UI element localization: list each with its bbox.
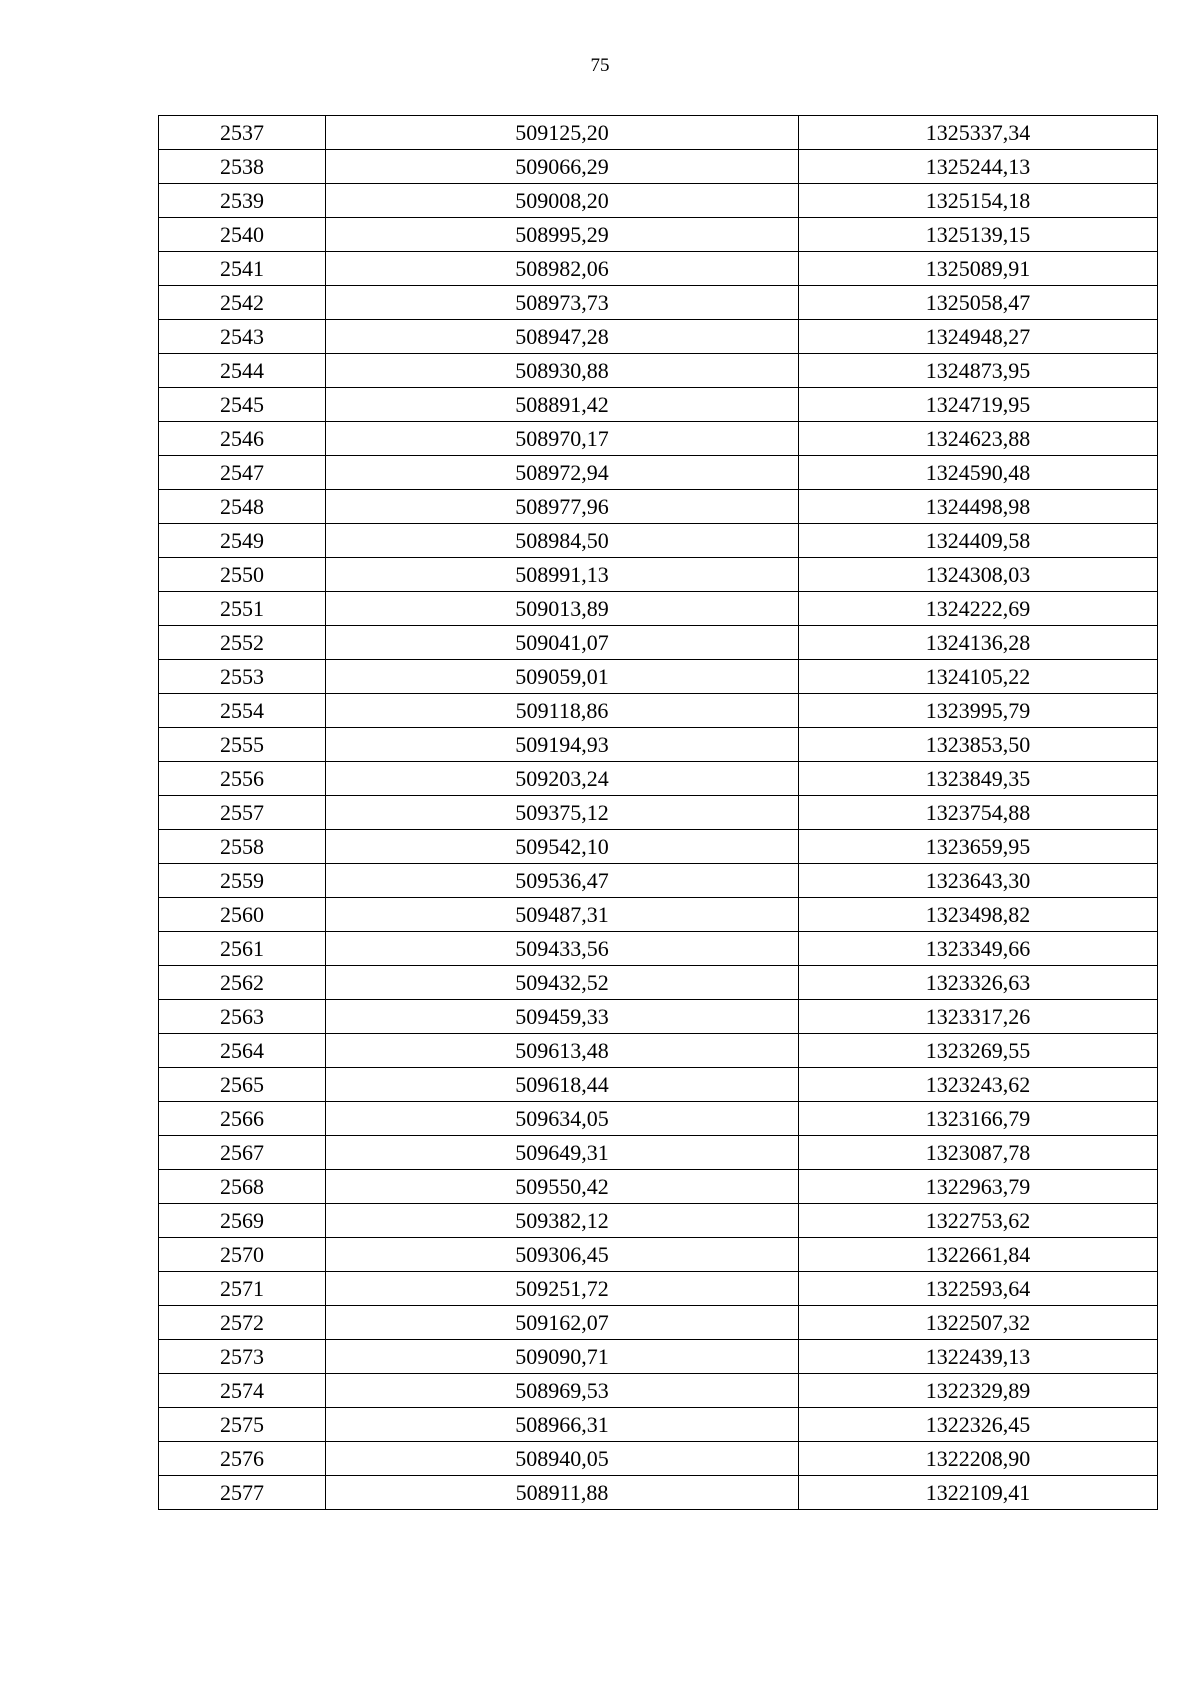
y-coordinate-cell: 1324498,98 <box>799 490 1158 524</box>
point-number-cell: 2552 <box>159 626 326 660</box>
y-coordinate-cell: 1323853,50 <box>799 728 1158 762</box>
y-coordinate-cell: 1323326,63 <box>799 966 1158 1000</box>
y-coordinate-cell: 1324719,95 <box>799 388 1158 422</box>
y-coordinate-cell: 1322963,79 <box>799 1170 1158 1204</box>
point-number-cell: 2564 <box>159 1034 326 1068</box>
x-coordinate-cell: 509634,05 <box>326 1102 799 1136</box>
x-coordinate-cell: 509550,42 <box>326 1170 799 1204</box>
y-coordinate-cell: 1325089,91 <box>799 252 1158 286</box>
y-coordinate-cell: 1323349,66 <box>799 932 1158 966</box>
y-coordinate-cell: 1324873,95 <box>799 354 1158 388</box>
table-row <box>159 1000 1158 1034</box>
y-coordinate-cell: 1322753,62 <box>799 1204 1158 1238</box>
table-row <box>159 966 1158 1000</box>
table-row <box>159 218 1158 252</box>
point-number-cell: 2571 <box>159 1272 326 1306</box>
y-coordinate-cell: 1322326,45 <box>799 1408 1158 1442</box>
point-number-cell: 2542 <box>159 286 326 320</box>
table-row <box>159 524 1158 558</box>
point-number-cell: 2574 <box>159 1374 326 1408</box>
point-number-cell: 2541 <box>159 252 326 286</box>
table-row <box>159 320 1158 354</box>
point-number-cell: 2567 <box>159 1136 326 1170</box>
x-coordinate-cell: 508972,94 <box>326 456 799 490</box>
y-coordinate-cell: 1322439,13 <box>799 1340 1158 1374</box>
y-coordinate-cell: 1322109,41 <box>799 1476 1158 1510</box>
y-coordinate-cell: 1323087,78 <box>799 1136 1158 1170</box>
x-coordinate-cell: 508969,53 <box>326 1374 799 1408</box>
x-coordinate-cell: 509649,31 <box>326 1136 799 1170</box>
table-row <box>159 830 1158 864</box>
table-row <box>159 1408 1158 1442</box>
y-coordinate-cell: 1325139,15 <box>799 218 1158 252</box>
x-coordinate-cell: 509059,01 <box>326 660 799 694</box>
table-row <box>159 1306 1158 1340</box>
point-number-cell: 2572 <box>159 1306 326 1340</box>
x-coordinate-cell: 508995,29 <box>326 218 799 252</box>
point-number-cell: 2560 <box>159 898 326 932</box>
point-number-cell: 2576 <box>159 1442 326 1476</box>
x-coordinate-cell: 508982,06 <box>326 252 799 286</box>
table-row <box>159 898 1158 932</box>
point-number-cell: 2545 <box>159 388 326 422</box>
table-row <box>159 932 1158 966</box>
table-row <box>159 1068 1158 1102</box>
table-row <box>159 150 1158 184</box>
table-row <box>159 286 1158 320</box>
y-coordinate-cell: 1323995,79 <box>799 694 1158 728</box>
table-row <box>159 694 1158 728</box>
table-row <box>159 864 1158 898</box>
coordinates-table-body <box>159 116 1158 1510</box>
table-row <box>159 626 1158 660</box>
y-coordinate-cell: 1322507,32 <box>799 1306 1158 1340</box>
point-number-cell: 2577 <box>159 1476 326 1510</box>
table-row <box>159 1034 1158 1068</box>
x-coordinate-cell: 509613,48 <box>326 1034 799 1068</box>
x-coordinate-cell: 509162,07 <box>326 1306 799 1340</box>
point-number-cell: 2563 <box>159 1000 326 1034</box>
y-coordinate-cell: 1324136,28 <box>799 626 1158 660</box>
point-number-cell: 2544 <box>159 354 326 388</box>
table-row <box>159 1102 1158 1136</box>
table-row <box>159 422 1158 456</box>
table-row <box>159 660 1158 694</box>
table-row <box>159 354 1158 388</box>
table-row <box>159 1374 1158 1408</box>
x-coordinate-cell: 508911,88 <box>326 1476 799 1510</box>
table-row <box>159 388 1158 422</box>
point-number-cell: 2548 <box>159 490 326 524</box>
y-coordinate-cell: 1323849,35 <box>799 762 1158 796</box>
point-number-cell: 2562 <box>159 966 326 1000</box>
table-row <box>159 592 1158 626</box>
y-coordinate-cell: 1325337,34 <box>799 116 1158 150</box>
table-row <box>159 1170 1158 1204</box>
table-row <box>159 456 1158 490</box>
point-number-cell: 2565 <box>159 1068 326 1102</box>
point-number-cell: 2543 <box>159 320 326 354</box>
x-coordinate-cell: 508991,13 <box>326 558 799 592</box>
x-coordinate-cell: 509536,47 <box>326 864 799 898</box>
table-row <box>159 1136 1158 1170</box>
x-coordinate-cell: 509618,44 <box>326 1068 799 1102</box>
point-number-cell: 2559 <box>159 864 326 898</box>
x-coordinate-cell: 509008,20 <box>326 184 799 218</box>
x-coordinate-cell: 509125,20 <box>326 116 799 150</box>
point-number-cell: 2570 <box>159 1238 326 1272</box>
point-number-cell: 2569 <box>159 1204 326 1238</box>
y-coordinate-cell: 1323269,55 <box>799 1034 1158 1068</box>
y-coordinate-cell: 1323498,82 <box>799 898 1158 932</box>
x-coordinate-cell: 508930,88 <box>326 354 799 388</box>
table-row <box>159 558 1158 592</box>
table-row <box>159 762 1158 796</box>
y-coordinate-cell: 1323243,62 <box>799 1068 1158 1102</box>
x-coordinate-cell: 509194,93 <box>326 728 799 762</box>
point-number-cell: 2538 <box>159 150 326 184</box>
table-row <box>159 1204 1158 1238</box>
point-number-cell: 2575 <box>159 1408 326 1442</box>
table-row <box>159 252 1158 286</box>
table-row <box>159 796 1158 830</box>
y-coordinate-cell: 1322329,89 <box>799 1374 1158 1408</box>
y-coordinate-cell: 1323317,26 <box>799 1000 1158 1034</box>
y-coordinate-cell: 1324948,27 <box>799 320 1158 354</box>
point-number-cell: 2556 <box>159 762 326 796</box>
y-coordinate-cell: 1322593,64 <box>799 1272 1158 1306</box>
y-coordinate-cell: 1324222,69 <box>799 592 1158 626</box>
y-coordinate-cell: 1324623,88 <box>799 422 1158 456</box>
table-row <box>159 490 1158 524</box>
y-coordinate-cell: 1324590,48 <box>799 456 1158 490</box>
point-number-cell: 2537 <box>159 116 326 150</box>
x-coordinate-cell: 509459,33 <box>326 1000 799 1034</box>
y-coordinate-cell: 1325244,13 <box>799 150 1158 184</box>
x-coordinate-cell: 509118,86 <box>326 694 799 728</box>
table-row <box>159 1340 1158 1374</box>
x-coordinate-cell: 508966,31 <box>326 1408 799 1442</box>
x-coordinate-cell: 509013,89 <box>326 592 799 626</box>
y-coordinate-cell: 1325058,47 <box>799 286 1158 320</box>
y-coordinate-cell: 1324105,22 <box>799 660 1158 694</box>
point-number-cell: 2540 <box>159 218 326 252</box>
point-number-cell: 2573 <box>159 1340 326 1374</box>
page-number: 75 <box>590 55 610 76</box>
y-coordinate-cell: 1324308,03 <box>799 558 1158 592</box>
y-coordinate-cell: 1323166,79 <box>799 1102 1158 1136</box>
point-number-cell: 2547 <box>159 456 326 490</box>
x-coordinate-cell: 509382,12 <box>326 1204 799 1238</box>
table-row <box>159 116 1158 150</box>
x-coordinate-cell: 509375,12 <box>326 796 799 830</box>
point-number-cell: 2549 <box>159 524 326 558</box>
y-coordinate-cell: 1323659,95 <box>799 830 1158 864</box>
x-coordinate-cell: 509251,72 <box>326 1272 799 1306</box>
point-number-cell: 2550 <box>159 558 326 592</box>
point-number-cell: 2566 <box>159 1102 326 1136</box>
point-number-cell: 2551 <box>159 592 326 626</box>
point-number-cell: 2568 <box>159 1170 326 1204</box>
point-number-cell: 2554 <box>159 694 326 728</box>
y-coordinate-cell: 1323643,30 <box>799 864 1158 898</box>
y-coordinate-cell: 1325154,18 <box>799 184 1158 218</box>
y-coordinate-cell: 1322661,84 <box>799 1238 1158 1272</box>
x-coordinate-cell: 509090,71 <box>326 1340 799 1374</box>
x-coordinate-cell: 509542,10 <box>326 830 799 864</box>
point-number-cell: 2555 <box>159 728 326 762</box>
coordinates-table <box>158 115 1158 1510</box>
x-coordinate-cell: 508973,73 <box>326 286 799 320</box>
x-coordinate-cell: 508947,28 <box>326 320 799 354</box>
x-coordinate-cell: 508970,17 <box>326 422 799 456</box>
point-number-cell: 2539 <box>159 184 326 218</box>
table-row <box>159 1238 1158 1272</box>
table-row <box>159 1272 1158 1306</box>
table-row <box>159 1442 1158 1476</box>
point-number-cell: 2546 <box>159 422 326 456</box>
x-coordinate-cell: 509487,31 <box>326 898 799 932</box>
x-coordinate-cell: 508940,05 <box>326 1442 799 1476</box>
x-coordinate-cell: 509306,45 <box>326 1238 799 1272</box>
x-coordinate-cell: 509203,24 <box>326 762 799 796</box>
table-row <box>159 728 1158 762</box>
x-coordinate-cell: 509433,56 <box>326 932 799 966</box>
x-coordinate-cell: 508984,50 <box>326 524 799 558</box>
table-row <box>159 1476 1158 1510</box>
x-coordinate-cell: 508977,96 <box>326 490 799 524</box>
y-coordinate-cell: 1323754,88 <box>799 796 1158 830</box>
y-coordinate-cell: 1322208,90 <box>799 1442 1158 1476</box>
x-coordinate-cell: 509066,29 <box>326 150 799 184</box>
point-number-cell: 2553 <box>159 660 326 694</box>
x-coordinate-cell: 508891,42 <box>326 388 799 422</box>
y-coordinate-cell: 1324409,58 <box>799 524 1158 558</box>
point-number-cell: 2558 <box>159 830 326 864</box>
point-number-cell: 2561 <box>159 932 326 966</box>
table-row <box>159 184 1158 218</box>
point-number-cell: 2557 <box>159 796 326 830</box>
x-coordinate-cell: 509432,52 <box>326 966 799 1000</box>
x-coordinate-cell: 509041,07 <box>326 626 799 660</box>
